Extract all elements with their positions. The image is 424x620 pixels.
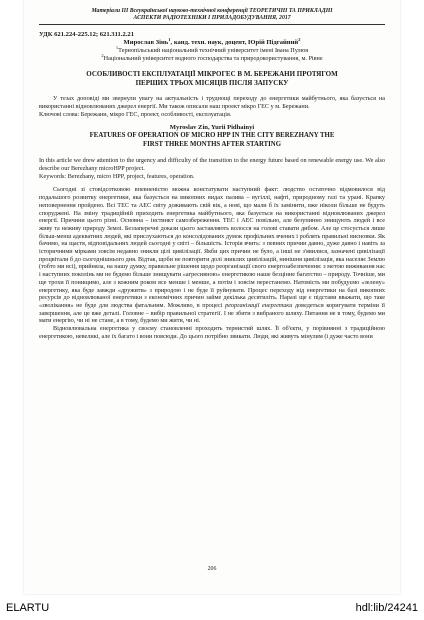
title-en-line1: FEATURES OF OPERATION OF MICRO HPP IN THE CITY BEREZHANY THE [89, 132, 335, 140]
title-en [39, 132, 385, 149]
document-page [24, 0, 400, 594]
body-paragraph-1-text: Сьогодні зі стовідсотковою впевненістю можна констатувати наступний факт: людство остаточно відмовилося від подальшого розвитку енергетики, яка базується на викопних видах палива – вугіллі, нафті, природному газі та урані. Крапку неповернення пройдено. Всі ТЕС та АЕС світу доживають свій вік, а нові, що мали б їх замінити, вже ніколи більше не будуть споруджені. На зміну традиційній приходить енергетика майбутнього, яка базується на використанні відновлюваних джерел енергії. Причини цього різні. Основна – інстинкт самозбереження. ТЕС і АЕС повільно, але безупинно знищують людей і все живу та неживу природу Землі. Беззаперечні докази цього заставляють волосся на голові ставати дибом. Але це стосується лише більш-менш адекватних людей, які прислухаються до консолідованих думок профільних вчених і роблять правильні висновки. Як бачимо, на щастя, відповідальних людей сьогодні у світі – більшість. Історія вчить: з певних причин давно, дуже давно і навіть за історичними мірками зовсім недавно зникли цілі цивілізації. Якби цих причин не було, а інші не з'явилися, зазначені цивілізації процвітали б до сьогоднішнього дня. Відтак, щоби не повторити долі зниклих цивілізацій, нинішня цивілізація, яка населяє Землю (тобто ми всі), прийняла, на нашу думку, правильне рішення щодо реорганізації свого енергозабезпечення: з метою виживання нас і наступних поколінь ми не будемо більше знищувати «агресивною» енергетикою наше безцінне багатство – природу. Точніше, ми ще трохи її понищимо, але з кожним роком все менше і менше, а потім і зовсім перестанемо. Натомість ми побудуємо «зелену» енергетику, яка буде завжди «дружити» з природою і не буде її руйнувати. Процес переходу від енергетики на базі викопних ресурсів до відновлюваної енергетики з економічних причин займе декілька десятиліть. Наразі ще є підстави вважати, що таке «зволікання» не буде для людства фатальним. Можливо, в процесі [39, 186, 385, 309]
repository-name: ELARTU [6, 602, 50, 614]
keywords-ua: Ключові слова: Бережани, мікро ГЕС, проект, особливості, експлуатація. [39, 110, 232, 118]
keywords-en: Keywords: Berezhany, micro HPP, project, features, operation. [39, 172, 195, 180]
header-divider [39, 24, 385, 25]
author2-name: Юрій Підгайний [248, 39, 299, 46]
affiliation-1 [39, 44, 385, 55]
author1-name: Мирослав Зінь [123, 39, 169, 46]
conference-header-line2: АСПЕКТИ РАДІОТЕХНІКИ І ПРИЛАДОБУДУВАННЯ, 2017 [133, 15, 291, 21]
handle-id[interactable]: hdl:lib/24241 [355, 602, 418, 614]
author1-degree: , канд. техн. наук, доцент, [170, 39, 249, 46]
body-paragraph-2: Відновлювальна енергетика у своєму становленні проходить тернистий шлях. Її об'єкти, у порівнянні з традиційною енергетикою, невеликі, але їх багато і вони повсюди. До цього потрібно звикати. Люди, які живуть мінулим (і дуже часто вони [39, 325, 385, 340]
repository-footer [0, 598, 424, 620]
abstract-ua: У тезах доповіді ми звернули увагу на актуальність і труднощі переходу до енергетики майбутнього, яка базується на використанні відновлюваних джерел енергії. Ми також описали наш проект мікро ГЕС у м. Бережани. [39, 95, 385, 111]
affiliation-2 [39, 52, 385, 63]
authors-ua [39, 36, 385, 47]
body-paragraph-1 [39, 186, 385, 325]
body-paragraph-1-italic: реорганізації енергетики [225, 301, 293, 309]
udk-code: УДК 621.224-225.12; 621.311.2.21 [39, 31, 134, 38]
title-en-line2: FIRST THREE MONTHS AFTER STARTING [143, 140, 281, 148]
page-content [39, 8, 385, 340]
author2-sup: 2 [298, 36, 301, 42]
affiliation-2-sup: 2 [101, 52, 104, 58]
conference-header-line1: Матеріали ІІІ Всеукраїнської науково-технічної конференції ТЕОРЕТИЧНІ ТА ПРИКЛАДНІ [91, 8, 333, 14]
title-ua-line2: ПЕРШИХ ТРЬОХ МІСЯЦІВ ПІСЛЯ ЗАПУСКУ [135, 78, 289, 87]
page-number: 206 [207, 566, 217, 572]
abstract-en: In this article we drew attention to the urgency and difficulty of the transition to the energy future based on renewable energy use. We also describe our Berezhany microHPP project. [39, 157, 385, 172]
affiliation-1-sup: 1 [115, 44, 119, 50]
body-paragraph-1-tail: доведеться коригувати терміни її завершення, але це вже деталі. Головне – вибір правильної стратегії. І не збити з вибраного шляху. Питання не в тому, будемо ми мати енергію, чи ні не стане, а в тому, будемо ми жити, чи ні. [39, 301, 386, 325]
body-text [39, 186, 385, 340]
authors-en: Myroslav Zin, Yurii Pidhainyi [169, 124, 255, 132]
affiliation-1-text: Тернопільський національний технічний університет імені Івана Пулюя [118, 47, 309, 54]
title-ua-line1: ОСОБЛИВОСТІ ЕКСПЛУАТАЦІЇ МІКРОГЕС В М. БЕРЕЖАНИ ПРОТЯГОМ [86, 70, 338, 79]
title-ua [39, 70, 385, 87]
author1-sup: 1 [168, 36, 171, 42]
affiliation-2-text: Національний університет водного господарства та природокористування, м. Рівне [103, 54, 323, 62]
conference-header [39, 8, 385, 22]
